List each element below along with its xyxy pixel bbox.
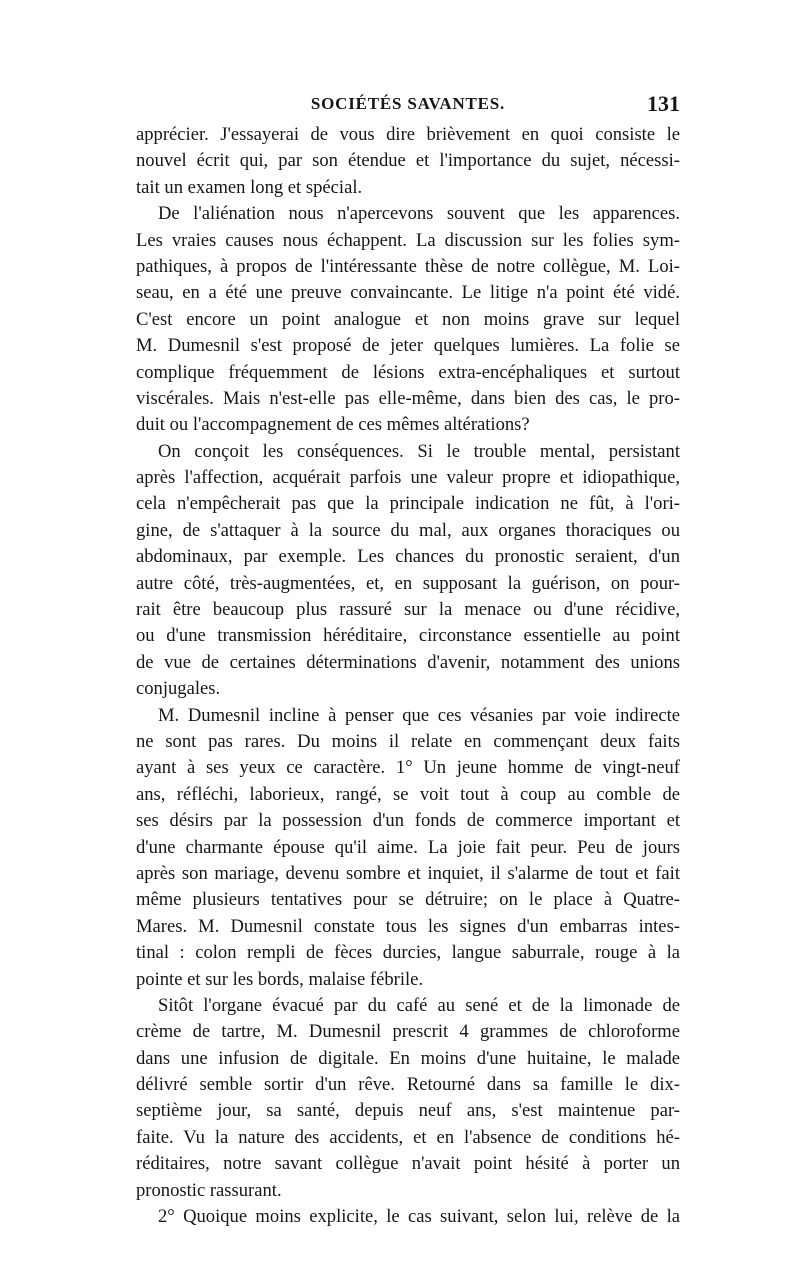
text-line: tait un examen long et spécial. xyxy=(136,176,363,198)
text-line: Mares. M. Dumesnil constate tous les signes d'un embarras intes- xyxy=(136,915,680,937)
text-line: M. Dumesnil s'est proposé de jeter quelques lumières. La folie se xyxy=(136,335,680,357)
text-line: autre côté, très-augmentées, et, en supposant la guérison, on pour- xyxy=(136,572,680,594)
text-line: ne sont pas rares. Du moins il relate en commençant deux faits xyxy=(136,730,680,752)
text-line: cela n'empêcherait pas que la principale indication ne fût, à l'ori- xyxy=(136,493,680,515)
text-line: ayant à ses yeux ce caractère. 1° Un jeune homme de vingt-neuf xyxy=(136,757,680,779)
text-line: seau, en a été une preuve convaincante. Le litige n'a point été vidé. xyxy=(136,282,680,304)
text-line: C'est encore un point analogue et non moins grave sur lequel xyxy=(136,308,680,330)
running-header xyxy=(136,92,680,116)
text-line: même plusieurs tentatives pour se détruire; on le place à Quatre- xyxy=(136,889,680,911)
text-line: dans une infusion de digitale. En moins d'une huitaine, le malade xyxy=(136,1047,680,1069)
text-line: faite. Vu la nature des accidents, et en l'absence de conditions hé- xyxy=(136,1126,680,1148)
text-line: complique fréquemment de lésions extra-encéphaliques et surtout xyxy=(136,361,680,383)
text-line: septième jour, sa santé, depuis neuf ans, s'est maintenue par- xyxy=(136,1100,680,1122)
text-line: après son mariage, devenu sombre et inquiet, il s'alarme de tout et fait xyxy=(136,862,680,884)
page-number: 131 xyxy=(647,91,680,116)
text-line: d'une charmante épouse qu'il aime. La joie fait peur. Peu de jours xyxy=(136,836,680,858)
text-line: 2° Quoique moins explicite, le cas suivant, selon lui, relève de la xyxy=(158,1206,680,1228)
text-line: ses désirs par la possession d'un fonds de commerce important et xyxy=(136,810,680,832)
text-line: ou d'une transmission héréditaire, circonstance essentielle au point xyxy=(136,625,680,647)
text-line: rait être beaucoup plus rassuré sur la menace ou d'une récidive, xyxy=(136,599,680,621)
text-line: tinal : colon rempli de fèces durcies, langue saburrale, rouge à la xyxy=(136,942,680,964)
text-line: M. Dumesnil incline à penser que ces vésanies par voie indirecte xyxy=(158,704,680,726)
text-line: duit ou l'accompagnement de ces mêmes altérations? xyxy=(136,414,530,436)
text-line: Sitôt l'organe évacué par du café au sené et de la limonade de xyxy=(158,994,680,1016)
text-line: pronostic rassurant. xyxy=(136,1179,282,1201)
running-title: SOCIÉTÉS SAVANTES. xyxy=(310,94,506,113)
text-line: réditaires, notre savant collègue n'avait point hésité à porter un xyxy=(136,1153,680,1175)
text-line: viscérales. Mais n'est-elle pas elle-même, dans bien des cas, le pro- xyxy=(136,387,680,409)
text-line: délivré semble sortir d'un rêve. Retourné dans sa famille le dix- xyxy=(136,1074,680,1096)
text-line: abdominaux, par exemple. Les chances du pronostic seraient, d'un xyxy=(136,546,680,568)
text-line: nouvel écrit qui, par son étendue et l'importance du sujet, nécessi- xyxy=(136,150,680,172)
text-line: gine, de s'attaquer à la source du mal, aux organes thoraciques ou xyxy=(136,519,680,541)
text-line: après l'affection, acquérait parfois une valeur propre et idiopathique, xyxy=(136,467,680,489)
text-line: conjugales. xyxy=(136,678,221,700)
text-line: ans, réfléchi, laborieux, rangé, se voit tout à coup au comble de xyxy=(136,783,680,805)
text-line: On conçoit les conséquences. Si le trouble mental, persistant xyxy=(158,440,680,462)
text-line: pointe et sur les bords, malaise fébrile. xyxy=(136,968,424,990)
text-line: Les vraies causes nous échappent. La discussion sur les folies sym- xyxy=(136,229,680,251)
body-text xyxy=(136,122,680,1230)
text-line: apprécier. J'essayerai de vous dire brièvement en quoi consiste le xyxy=(136,124,680,145)
text-line: pathiques, à propos de l'intéressante thèse de notre collègue, M. Loi- xyxy=(136,255,680,277)
text-line: crème de tartre, M. Dumesnil prescrit 4 grammes de chloroforme xyxy=(136,1021,680,1043)
text-line: de vue de certaines déterminations d'avenir, notamment des unions xyxy=(136,651,680,673)
text-line: De l'aliénation nous n'apercevons souvent que les apparences. xyxy=(158,203,680,225)
